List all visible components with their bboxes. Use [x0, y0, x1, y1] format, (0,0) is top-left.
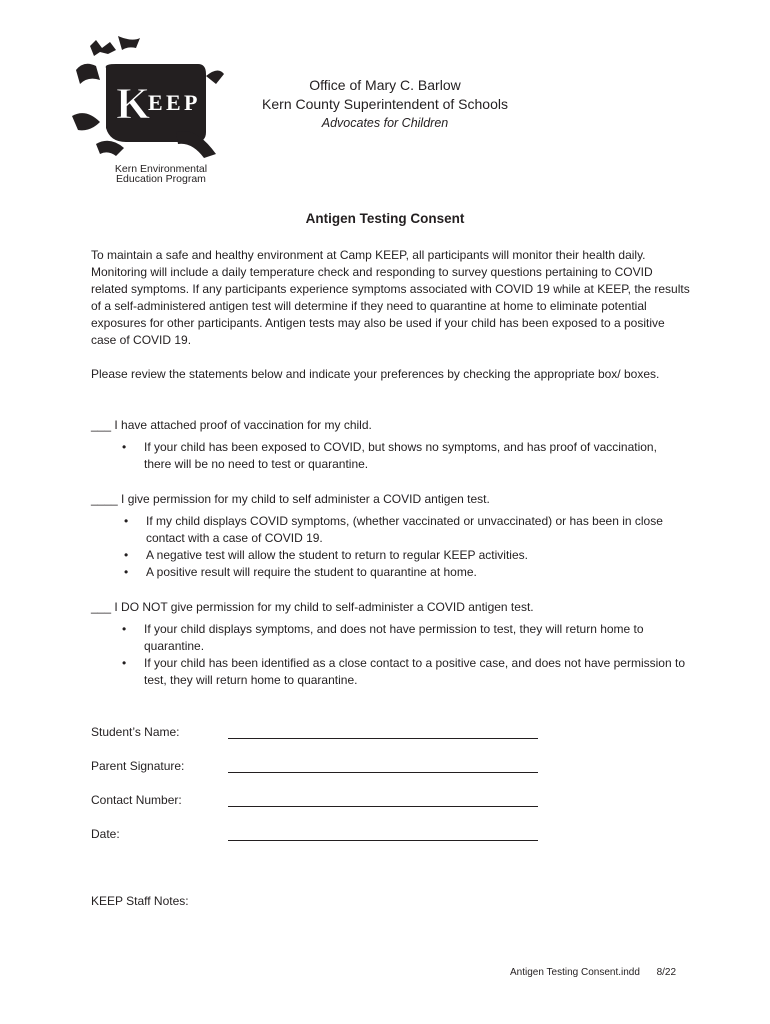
- date-label: Date:: [91, 827, 120, 841]
- list-item: [122, 513, 682, 547]
- svg-text:E: E: [148, 90, 163, 115]
- page-footer: Antigen Testing Consent.indd 8/22: [510, 967, 677, 978]
- document-title: Antigen Testing Consent: [305, 211, 465, 226]
- list-item: [122, 564, 682, 581]
- option-deny-permission[interactable]: ___ I DO NOT give permission for my child to self-administer a COVID antigen test.: [91, 600, 534, 614]
- bullet: •: [122, 440, 127, 454]
- list-item: [122, 547, 682, 564]
- bullet: •: [124, 514, 129, 528]
- option-give-permission-bullets: [122, 513, 682, 581]
- option-vaccination-bullets: [120, 439, 680, 473]
- bullet-text: If your child has been exposed to COVID, but shows no symptoms, and has proof of vaccination, there will be no need to test or quarantine.: [144, 440, 657, 471]
- parent-signature-label: Parent Signature:: [91, 759, 185, 773]
- svg-text:P: P: [184, 90, 198, 115]
- list-item: [120, 439, 680, 473]
- bullet: •: [124, 565, 129, 579]
- bullet-text: If your child displays symptoms, and does not have permission to test, they will return home to quarantine.: [144, 622, 644, 653]
- instructions-paragraph: Please review the statements below and indicate your preferences by checking the appropriate box/ boxes.: [91, 367, 660, 381]
- bullet-text: A positive result will require the student to quarantine at home.: [146, 565, 477, 579]
- parent-signature-field[interactable]: [228, 772, 538, 773]
- keep-logo-graphic: [66, 36, 226, 166]
- logo-subtitle-line2: Education Program: [116, 173, 206, 185]
- bullet: •: [124, 548, 129, 562]
- keep-logo: [66, 36, 226, 192]
- contact-number-field[interactable]: [228, 806, 538, 807]
- staff-notes-label: KEEP Staff Notes:: [91, 894, 189, 908]
- bullet-text: A negative test will allow the student to return to regular KEEP activities.: [146, 548, 528, 562]
- letterhead: [240, 76, 530, 133]
- logo-subtitle: [96, 164, 226, 184]
- contact-number-label: Contact Number:: [91, 793, 182, 807]
- tagline: Advocates for Children: [321, 116, 449, 130]
- option-deny-permission-bullets: [120, 621, 690, 689]
- bullet: •: [122, 656, 127, 670]
- list-item: [120, 621, 690, 655]
- student-name-label: Student’s Name:: [91, 725, 180, 739]
- student-name-field[interactable]: [228, 738, 538, 739]
- svg-text:E: E: [166, 90, 181, 115]
- svg-text:K: K: [116, 79, 151, 128]
- bullet: •: [122, 622, 127, 636]
- office-name: Office of Mary C. Barlow: [309, 77, 461, 93]
- intro-paragraph: To maintain a safe and healthy environment at Camp KEEP, all participants will monitor their health daily. Monitoring will include a daily temperature check and responding to survey questions pertaining to COVID related symptoms. If any participants experience symptoms associated with COVID 19 while at KEEP, the results of a self-administered antigen test will determine if they need to quarantine at home to eliminate potential exposures for other participants. Antigen tests may also be used if your child has been exposed to a positive case of COVID 19.: [91, 248, 690, 347]
- county-name: Kern County Superintendent of Schools: [262, 96, 508, 112]
- list-item: [120, 655, 690, 689]
- logo-subtitle-line1: Kern Environmental: [114, 163, 208, 175]
- bullet-text: If your child has been identified as a close contact to a positive case, and does not have permission to test, they will return home to quarantine.: [144, 656, 685, 687]
- date-field[interactable]: [228, 840, 538, 841]
- bullet-text: If my child displays COVID symptoms, (whether vaccinated or unvaccinated) or has been in close contact with a case of COVID 19.: [146, 514, 663, 545]
- option-give-permission[interactable]: ____ I give permission for my child to self administer a COVID antigen test.: [91, 492, 490, 506]
- option-vaccination-proof[interactable]: ___ I have attached proof of vaccination for my child.: [91, 418, 372, 432]
